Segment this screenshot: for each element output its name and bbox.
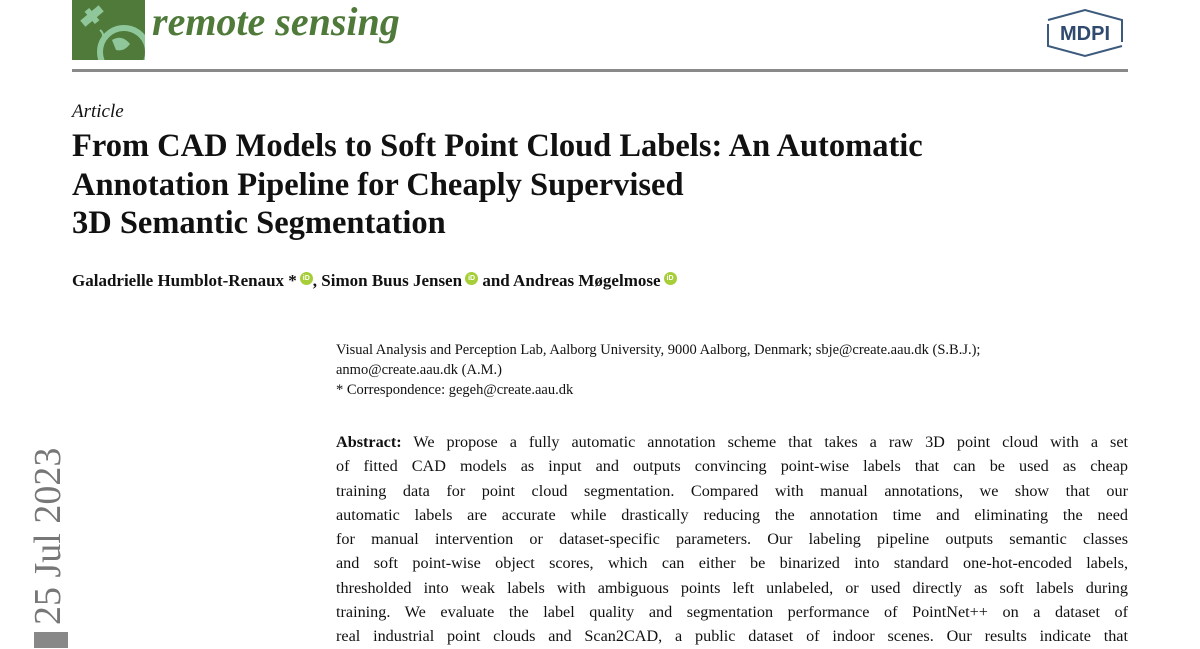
author-name[interactable]: Simon Buus Jensen [321, 271, 463, 290]
paper-title [72, 127, 1152, 243]
abstract-line: for manual intervention or dataset-specific parameters. Our labeling pipeline outputs semantic classes [336, 530, 1128, 549]
correspondence: * Correspondence: gegeh@create.aau.dk [336, 382, 574, 398]
abstract-line: training data for point cloud segmentation. Compared with manual annotations, we show that our [336, 481, 1128, 500]
side-date-stamp: 25 Jul 2023 [27, 447, 69, 625]
journal-name: remote sensing [152, 0, 400, 44]
abstract-line [336, 430, 1128, 454]
abstract-text: We propose a fully automatic annotation scheme that takes a raw 3D point cloud with a set [401, 433, 1128, 451]
journal-logo [72, 0, 145, 60]
author-name[interactable]: Galadrielle Humblot-Renaux [72, 271, 285, 290]
orcid-icon[interactable]: iD [300, 272, 313, 285]
affiliation-line: anmo@create.aau.dk (A.M.) [336, 362, 502, 378]
article-type: Article [72, 101, 124, 122]
title-line: From CAD Models to Soft Point Cloud Labels: An Automatic [72, 128, 923, 164]
affiliation [336, 340, 980, 400]
author-separator: and [478, 271, 514, 290]
corresponding-marker: * [284, 271, 297, 290]
author-name[interactable]: Andreas Møgelmose [513, 271, 661, 290]
author-list [72, 271, 677, 291]
header-divider [72, 69, 1128, 72]
abstract-line: thresholded into weak labels with ambiguous points left unlabeled, or used directly as soft labels during [336, 578, 1128, 597]
author-separator: , [312, 271, 322, 290]
abstract-line: and soft point-wise object scores, which can either be binarized into standard one-hot-encoded labels, [336, 554, 1128, 573]
abstract-line: real industrial point clouds and Scan2CAD, a public dataset of indoor scenes. Our results indicate that [336, 627, 1128, 646]
abstract-line: automatic labels are accurate while drastically reducing the annotation time and eliminating the need [336, 505, 1128, 524]
abstract [336, 430, 1128, 649]
side-stamp-bar [34, 632, 68, 648]
orcid-icon[interactable]: iD [664, 272, 677, 285]
satellite-globe-icon [72, 0, 145, 60]
svg-text:MDPI: MDPI [1060, 23, 1110, 45]
mdpi-logo [1042, 6, 1128, 58]
orcid-icon[interactable]: iD [465, 272, 478, 285]
abstract-label: Abstract: [336, 433, 402, 451]
title-line: Annotation Pipeline for Cheaply Supervised [72, 166, 684, 203]
title-line: 3D Semantic Segmentation [72, 205, 446, 241]
abstract-line: training. We evaluate the label quality and segmentation performance of PointNet++ on a dataset of [336, 603, 1128, 622]
affiliation-line: Visual Analysis and Perception Lab, Aalborg University, 9000 Aalborg, Denmark; sbje@create.aau.dk (S.B.J.); [336, 342, 981, 358]
abstract-line: of fitted CAD models as input and outputs convincing point-wise labels that can be used as cheap [336, 457, 1128, 476]
